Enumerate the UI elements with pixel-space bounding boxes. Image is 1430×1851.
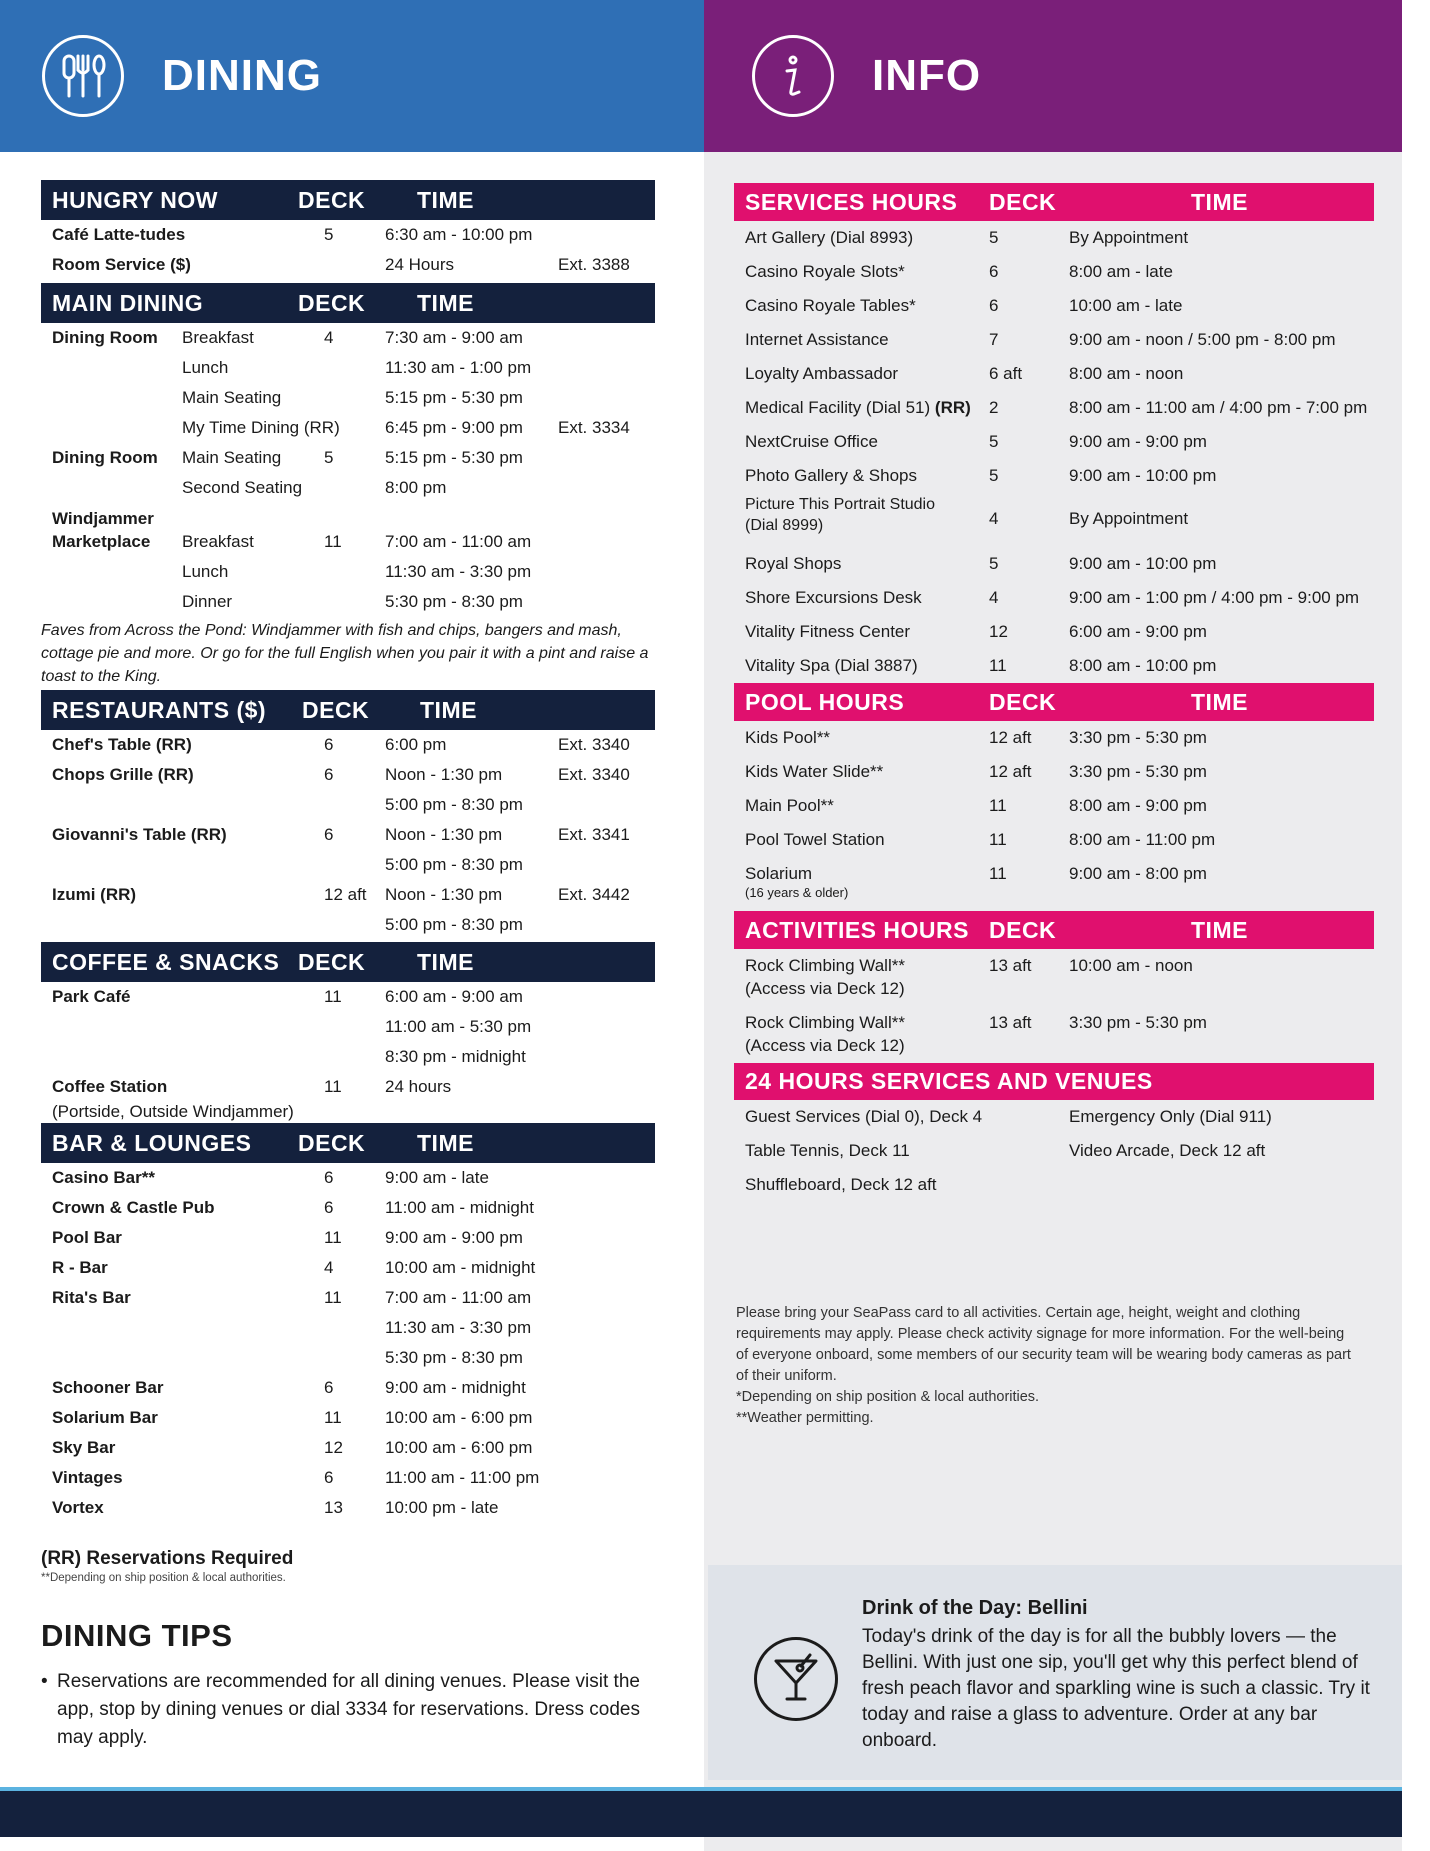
table-row: Photo Gallery & Shops 5 9:00 am - 10:00 pm: [745, 466, 1217, 485]
table-row: Rock Climbing Wall** (Access via Deck 12) 13 aft 3:30 pm - 5:30 pm: [745, 1013, 1207, 1055]
table-row: Internet Assistance 7 9:00 am - noon / 5:00 pm - 8:00 pm: [745, 330, 1336, 349]
services-header: SERVICES HOURS DECK TIME: [734, 183, 1374, 221]
info-notes: [736, 1303, 1358, 1429]
dining-tips: [41, 1618, 671, 1752]
table-row: 8:30 pm - midnight: [385, 1047, 526, 1066]
table-row: My Time Dining (RR) 6:45 pm - 9:00 pm Ext. 3334: [182, 418, 630, 437]
table-row: Coffee Station 11 24 hours: [52, 1077, 452, 1096]
drink-of-the-day: [708, 1565, 1402, 1780]
table-row: Table Tennis, Deck 11 Video Arcade, Deck 12 aft: [745, 1141, 1266, 1160]
table-row: Casino Royale Tables* 6 10:00 am - late: [745, 296, 1183, 315]
table-row: Loyalty Ambassador 6 aft 8:00 am - noon: [745, 364, 1184, 383]
table-row: NextCruise Office 5 9:00 am - 9:00 pm: [745, 432, 1207, 451]
venues-24-section: [734, 1063, 1374, 1202]
hungry-now-section: [41, 180, 655, 280]
dining-header: [0, 0, 704, 152]
table-row: Lunch 11:30 am - 1:00 pm: [182, 358, 532, 377]
info-icon: [752, 35, 834, 117]
table-row: Café Latte-tudes 5 6:30 am - 10:00 pm: [52, 225, 533, 244]
footer-bar: [0, 1787, 1402, 1837]
table-row: Guest Services (Dial 0), Deck 4 Emergency Only (Dial 911): [745, 1107, 1272, 1126]
table-row: Crown & Castle Pub 6 11:00 am - midnight: [52, 1198, 534, 1217]
table-row: (Portside, Outside Windjammer): [52, 1102, 294, 1121]
table-row: Picture This Portrait Studio (Dial 8999) 4 By Appointment: [745, 496, 1189, 534]
table-row: Room Service ($) 24 Hours Ext. 3388: [52, 255, 630, 274]
table-row: Kids Pool** 12 aft 3:30 pm - 5:30 pm: [745, 728, 1207, 747]
hungry-now-header: HUNGRY NOW DECK TIME: [41, 180, 655, 220]
venues-24-header: 24 HOURS SERVICES AND VENUES: [734, 1063, 1374, 1100]
table-row: Dining Room Main Seating 5 5:15 pm - 5:30 pm: [52, 448, 523, 467]
table-row: Royal Shops 5 9:00 am - 10:00 pm: [745, 554, 1217, 573]
table-row: 11:30 am - 3:30 pm: [385, 1318, 532, 1337]
dining-tip-item: • Reservations are recommended for all dining venues. Please visit the app, stop by dining venues or dial 3334 for reservations. Dress codes may apply.: [41, 1668, 671, 1752]
table-row: 5:00 pm - 8:30 pm: [385, 795, 523, 814]
bars-section: [41, 1123, 655, 1523]
table-row: Lunch 11:30 am - 3:30 pm: [182, 562, 532, 581]
table-row: Shuffleboard, Deck 12 aft: [745, 1175, 937, 1194]
table-row: Main Pool** 11 8:00 am - 9:00 pm: [745, 796, 1207, 815]
pool-header: POOL HOURS DECK TIME: [734, 683, 1374, 721]
table-row: 5:00 pm - 8:30 pm: [385, 855, 523, 874]
table-row: Medical Facility (Dial 51) (RR) 2 8:00 am - 11:00 am / 4:00 pm - 7:00 pm: [745, 398, 1368, 417]
table-row: Pool Bar 11 9:00 am - 9:00 pm: [52, 1228, 523, 1247]
table-row: Solarium (16 years & older) 11 9:00 am - 8:00 pm: [745, 864, 1207, 900]
table-row: Dining Room Breakfast 4 7:30 am - 9:00 am: [52, 328, 523, 347]
table-row: Chops Grille (RR) 6 Noon - 1:30 pm Ext. 3340: [52, 765, 630, 784]
rr-note: [41, 1548, 661, 1584]
footnote-depending: *Depending on ship position & local authorities.: [736, 1389, 1040, 1405]
bullet-icon: •: [41, 1671, 48, 1692]
seapass-note: Please bring your SeaPass card to all activities. Certain age, height, weight and clothing requirements may apply. Please check activity signage for more information. For the well-being of everyone onboard, some members of our security team will be wearing body cameras as part of their uniform.: [736, 1305, 1351, 1384]
table-row: 11:00 am - 5:30 pm: [385, 1017, 532, 1036]
dining-title: DINING: [162, 51, 322, 100]
table-row: Art Gallery (Dial 8993) 5 By Appointment: [745, 228, 1189, 247]
table-row: 5:00 pm - 8:30 pm: [385, 915, 523, 934]
table-row: Windjammer: [52, 509, 154, 528]
table-row: Vortex 13 10:00 pm - late: [52, 1498, 499, 1517]
table-row: Vintages 6 11:00 am - 11:00 pm: [52, 1468, 540, 1487]
table-row: Chef's Table (RR) 6 6:00 pm Ext. 3340: [52, 735, 630, 754]
table-row: Sky Bar 12 10:00 am - 6:00 pm: [52, 1438, 533, 1457]
coffee-header: COFFEE & SNACKS DECK TIME: [41, 942, 655, 982]
table-row: Main Seating 5:15 pm - 5:30 pm: [182, 388, 523, 407]
table-row: Vitality Fitness Center 12 6:00 am - 9:00 pm: [745, 622, 1207, 641]
table-row: Rita's Bar 11 7:00 am - 11:00 am: [52, 1288, 532, 1307]
table-row: Marketplace Breakfast 11 7:00 am - 11:00 am: [52, 532, 532, 551]
table-row: Rock Climbing Wall** (Access via Deck 12) 13 aft 10:00 am - noon: [745, 956, 1193, 998]
table-row: Park Café 11 6:00 am - 9:00 am: [52, 987, 523, 1006]
pool-section: [734, 683, 1374, 905]
rr-note-sub: **Depending on ship position & local authorities.: [41, 1572, 286, 1584]
rr-note-title: (RR) Reservations Required: [41, 1548, 294, 1569]
table-row: Casino Royale Slots* 6 8:00 am - late: [745, 262, 1173, 281]
footnote-weather: **Weather permitting.: [736, 1410, 874, 1426]
info-header: [704, 0, 1402, 152]
table-row: Vitality Spa (Dial 3887) 11 8:00 am - 10:00 pm: [745, 656, 1217, 675]
page-margin: [1402, 0, 1430, 1851]
coffee-section: [41, 942, 655, 1124]
table-row: Izumi (RR) 12 aft Noon - 1:30 pm Ext. 3442: [52, 885, 630, 904]
drink-title: Drink of the Day: Bellini: [862, 1597, 1088, 1619]
martini-glass-icon: [754, 1637, 838, 1721]
services-section: [734, 183, 1374, 683]
main-dining-header: MAIN DINING DECK TIME: [41, 283, 655, 323]
activities-header: ACTIVITIES HOURS DECK TIME: [734, 911, 1374, 949]
restaurants-section: [41, 690, 655, 940]
table-row: Dinner 5:30 pm - 8:30 pm: [182, 592, 523, 611]
table-row: R - Bar 4 10:00 am - midnight: [52, 1258, 536, 1277]
restaurants-header: RESTAURANTS ($) DECK TIME: [41, 690, 655, 730]
activities-section: [734, 911, 1374, 1066]
dining-tips-title: DINING TIPS: [41, 1618, 233, 1653]
table-row: Kids Water Slide** 12 aft 3:30 pm - 5:30 pm: [745, 762, 1207, 781]
faves-note: Faves from Across the Pond: Windjammer with fish and chips, bangers and mash, cottage pie and more. Or go for the full English when you pair it with a pint and raise a toast to the King.: [41, 622, 649, 685]
table-row: Shore Excursions Desk 4 9:00 am - 1:00 pm / 4:00 pm - 9:00 pm: [745, 588, 1360, 607]
info-title: INFO: [872, 51, 982, 100]
table-row: Casino Bar** 6 9:00 am - late: [52, 1168, 489, 1187]
table-row: Schooner Bar 6 9:00 am - midnight: [52, 1378, 526, 1397]
table-row: Pool Towel Station 11 8:00 am - 11:00 pm: [745, 830, 1216, 849]
table-row: Second Seating 8:00 pm: [182, 478, 447, 497]
bars-header: BAR & LOUNGES DECK TIME: [41, 1123, 655, 1163]
table-row: Giovanni's Table (RR) 6 Noon - 1:30 pm Ext. 3341: [52, 825, 630, 844]
table-row: Solarium Bar 11 10:00 am - 6:00 pm: [52, 1408, 533, 1427]
cutlery-icon: [42, 35, 124, 117]
table-row: 5:30 pm - 8:30 pm: [385, 1348, 523, 1367]
drink-text: Today's drink of the day is for all the bubbly lovers — the Bellini. With just one sip, you'll get why this perfect blend of fresh peach flavor and sparkling wine is such a classic. Try it today and raise a glass to adventure. Order at any bar onboard.: [862, 1626, 1370, 1751]
main-dining-section: [41, 283, 655, 688]
